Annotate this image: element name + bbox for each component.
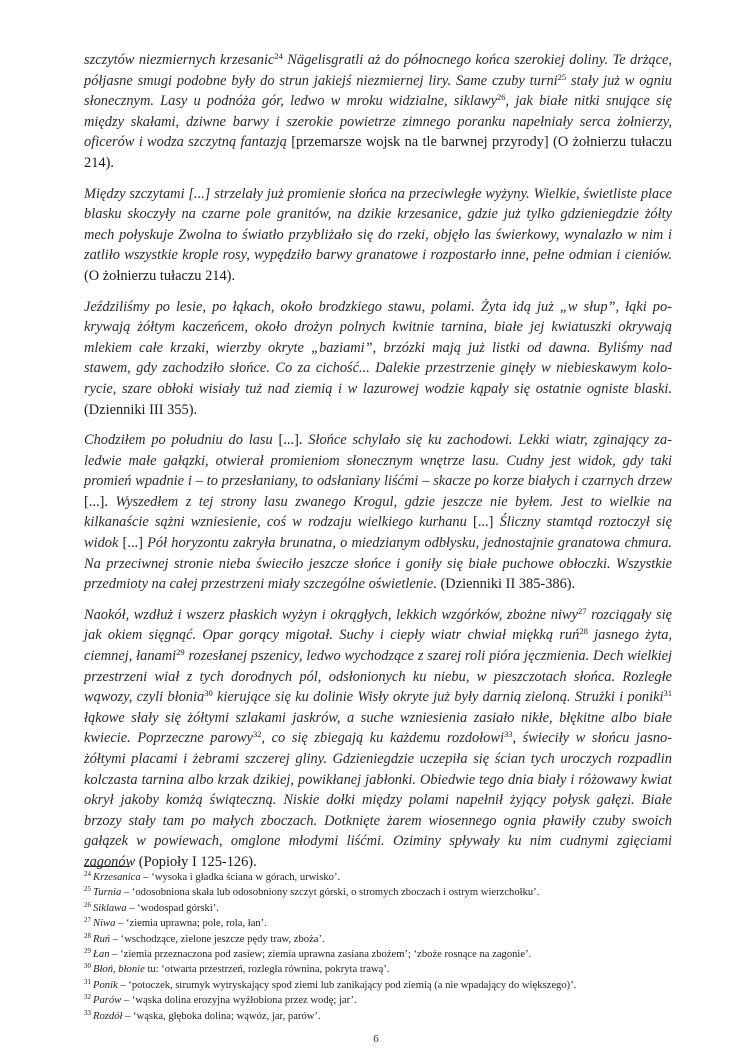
footnotes <box>84 870 684 1024</box>
citation-text: [...] <box>118 535 148 552</box>
footnote <box>84 885 684 900</box>
footnote-number: 33 <box>84 1008 91 1017</box>
footnote-number: 26 <box>84 900 91 909</box>
footnote-definition: – ‘wąska dolina erozyjna wyżłobiona przez wodę; jar’. <box>121 995 357 1007</box>
footnote-definition: – ‘potoczek, strumyk wytryskający spod ziemi lub zanikający pod ziemią (a nie wpadający do większego)’. <box>117 979 577 991</box>
body-text <box>84 50 672 883</box>
footnote <box>84 962 684 977</box>
quoted-text: jasnego żyta, ciemnej, łanami <box>84 627 672 665</box>
footnote-reference[interactable]: 27 <box>578 605 587 616</box>
footnote-number: 32 <box>84 993 91 1002</box>
footnote-term: Błoń, błonie <box>93 964 145 976</box>
footnote-reference[interactable]: 31 <box>663 688 672 699</box>
paragraph-quote <box>84 605 672 873</box>
quoted-text: Śliczny stamtąd roztoczył się widok <box>84 514 672 552</box>
footnote-number: 31 <box>84 977 91 986</box>
footnote-number: 30 <box>84 962 91 971</box>
footnote-reference[interactable]: 30 <box>204 688 213 699</box>
footnote-reference[interactable]: 32 <box>252 729 262 740</box>
footnote <box>84 901 684 916</box>
paragraph-quote <box>84 50 672 174</box>
footnote-definition: – ‘odosobniona skała lub odosobniony szczyt górski, o stromych zboczach i ostrym wierzchołku’. <box>121 887 540 899</box>
page-number: 6 <box>373 1033 379 1045</box>
citation-text: [...]. <box>84 493 116 510</box>
footnote-term: Siklawa <box>93 902 127 914</box>
footnote-reference[interactable]: 29 <box>176 647 185 658</box>
footnote <box>84 916 684 931</box>
quoted-text: szczytów niezmiernych krzesanic <box>84 52 275 68</box>
footnote-number: 27 <box>84 916 91 925</box>
footnote <box>84 932 684 947</box>
footnote-term: Ponik <box>93 979 118 991</box>
quoted-text: rozciągały się jak okiem sięgnąć. Opar gorący migotał. Suchy i ciepły wiatr chwiał miękką ruń <box>84 606 672 644</box>
footnote-definition: tu: ‘otwarta przestrzeń, rozległa równina, pokryta trawą’. <box>144 964 390 976</box>
paragraph-quote <box>84 297 672 421</box>
citation-text: (O żołnierzu tułaczu 214). <box>84 267 236 284</box>
quoted-text: Pół horyzontu zakryła brunatna, o miedzianym odbłysku, jednostajnie granatowa chmura. Na przeciwnej stronie nieba świeciło jeszcze słońce i goniły się białe puchowe obłoczki. Wszystkie przedmioty na całej przestrzeni miały szczególne oświetlenie. <box>84 535 673 593</box>
quoted-text: Nägelisgratli aż do północnego końca szerokiej doliny. Te drżące, półjasne smugi podobne były do strun jakiejś niezmiernej liry. Same czuby turni <box>84 52 673 89</box>
footnote-term: Turnia <box>93 887 122 899</box>
footnote-term: Krzesanica <box>93 872 141 883</box>
footnote-term: Rozdół <box>93 1010 123 1022</box>
citation-text: [przemarsze wojsk na tle barwnej przyrody] (O żołnierzu tułaczu 214). <box>84 134 673 171</box>
footnote-number: 28 <box>84 931 91 940</box>
paragraph-quote <box>84 430 672 595</box>
quoted-text: Między szczytami [...] strzelały już promienie słońca na przeciwległe wyżyny. Wielkie, świetliste place blasku skoczyły na czarne pole granitów, na dzikie krzesanice, gdzie już tylko gdzieniegdzie żółty mech połyskuje Zwolna to światło przybliżało się do rzeki, objęło las świerkowy, wynalazło w nim i zatliło wszystkie krople rosy, wypędziło barwy granatowe i rozpostarło inne, pełne odmian i cieniów. <box>84 185 672 264</box>
quoted-text: Jeździliśmy po lesie, po łąkach, około brodzkiego stawu, polami. Żyta idą już „w słup”, łąki pokrywają żółtym kaczeńcem, około drożyn polnych kwitnie tarnina, białe jej kwiatuszki okrywają mlekiem całe krzaki, wierzby okryte „baziami”, brzózki mają już listki od dawna. Byliśmy nad stawem, gdy zachodziło słońce. Co za cichość... Dalekie przestrzenie ginęły w niebieskawym kolorycie, szare obłoki wisiały tuż nad ziemią i w lazurowej wodzie kąpały się ostatnie ogniste blaski. <box>84 298 672 397</box>
quoted-text: Wyszedłem z tej strony lasu zwanego Krogul, gdzie jeszcze nie byłem. Jest to wielkie na kilkanaście sążni wzniesienie, coś w rodzaju wielkiego kurhanu <box>84 493 672 531</box>
footnote-reference[interactable]: 33 <box>503 729 513 740</box>
quoted-text: , co się zbiegają ku każdemu rozdołowi <box>261 730 504 747</box>
quoted-text: stały już w ogniu słonecznym. Lasy u podnóża gór, ledwo w mroku widzialne, siklawy <box>84 72 672 110</box>
footnote <box>84 870 684 885</box>
footnote-number: 24 <box>84 870 91 878</box>
citation-text: (Popioły I 125-126). <box>135 853 257 870</box>
footnote-reference[interactable]: 28 <box>579 626 588 637</box>
footnote <box>84 947 684 962</box>
citation-text: (Dzienniki III 355). <box>84 401 198 418</box>
footnote <box>84 993 684 1008</box>
footnote-reference[interactable]: 26 <box>497 92 506 103</box>
footnote-definition: – ‘wysoka i gładka ściana w górach, urwisko’. <box>140 872 341 883</box>
footnote-definition: – ‘ziemia uprawna; pole, rola, łan’. <box>115 918 267 930</box>
citation-text: [...]. <box>272 432 309 449</box>
footnote-term: Ruń <box>93 933 111 945</box>
footnote-definition: – ‘wschodzące, zielone jeszcze pędy traw, zboża’. <box>110 933 325 945</box>
footnote <box>84 978 684 993</box>
quoted-text: Słońce schylało się ku zachodowi. Lekki wiatr, zginający zaledwie małe gałązki, otwierał promieniom słonecznym wnętrze lasu. Cudny jest widok, gdy taki promień wpadnie i – to przesłaniany, to odsłaniany liśćmi – skacze po korze białych i czarnych drzew <box>84 432 673 490</box>
citation-text: [...] <box>466 514 500 531</box>
footnote-number: 25 <box>84 885 91 894</box>
quoted-text: , jak białe nitki snujące się między skałami, dziwne barwy i szerokie powietrze zimnego poranku napełniały serca żołnierzy, oficerów i wodza szczytną fantazją <box>84 93 672 151</box>
footnote-reference[interactable]: 24 <box>274 51 283 61</box>
footnote-number: 29 <box>84 947 91 956</box>
footnote-term: Niwa <box>93 918 116 930</box>
paragraph-quote <box>84 184 672 287</box>
footnote <box>84 1009 684 1024</box>
footnote-definition: – ‘ziemia przeznaczona pod zasiew; ziemia uprawna zasiana zbożem’; ‘zboże rosnące na zagonie’. <box>109 949 532 961</box>
quoted-text: rozesłanej pszenicy, ledwo wychodzące z szarej roli pióra jęczmienia. Dech wielkiej przestrzeni wiał z tych dorodnych pól, odsłonionych ku niebu, w pieszczotach słońca. Rozległe wąwozy, czyli błonia <box>84 648 672 706</box>
footnote-definition: – ‘wąska, głęboka dolina; wąwóz, jar, parów’. <box>122 1010 321 1022</box>
quoted-text: Naokół, wzdłuż i wszerz płaskich wyżyn i okrągłych, lekkich wzgórków, zbożne niwy <box>84 606 579 623</box>
quoted-text: łąkowe słały się żółtymi szlakami jaskrów, a suche wzniesienia zasiało nikłe, błękitne albo białe kwiecie. Poprzeczne parowy <box>84 709 672 747</box>
quoted-text: Chodziłem po południu do lasu <box>84 432 273 449</box>
footnote-definition: – ‘wodospad górski’. <box>126 902 219 914</box>
citation-text: (Dzienniki II 385-386). <box>436 576 576 593</box>
quoted-text: kierujące się ku dolinie Wisły okryte już były darnią zieloną. Strużki i poniki <box>212 689 664 706</box>
footnote-separator <box>84 866 130 867</box>
footnote-term: Parów <box>93 995 122 1007</box>
quoted-text: , świeciły w słońcu jasnożółtymi placami i żebrami szczerej gliny. Gdzieniegdzie uczepiła się ścian tych uroczych rozpadlin kolczasta tarnina albo krzak dzikiej, powikłanej jabłonki. Obiedwie tego dnia biały i różowawy kwiat okrył jakoby komżą świąteczną. Niskie dołki między polami napełnił żyjący połysk gałęzi. Białe brzozy stały tam po małych zboczach. Dotknięte żarem wiosennego ognia pławiły czuby swoich gałązek w powiewach, omglone młodymi liśćmi. Oziminy spływały ku nim cudnymi zgięciami zagonów <box>84 730 673 870</box>
footnote-term: Łan <box>93 949 110 961</box>
footnote-reference[interactable]: 25 <box>557 71 567 82</box>
